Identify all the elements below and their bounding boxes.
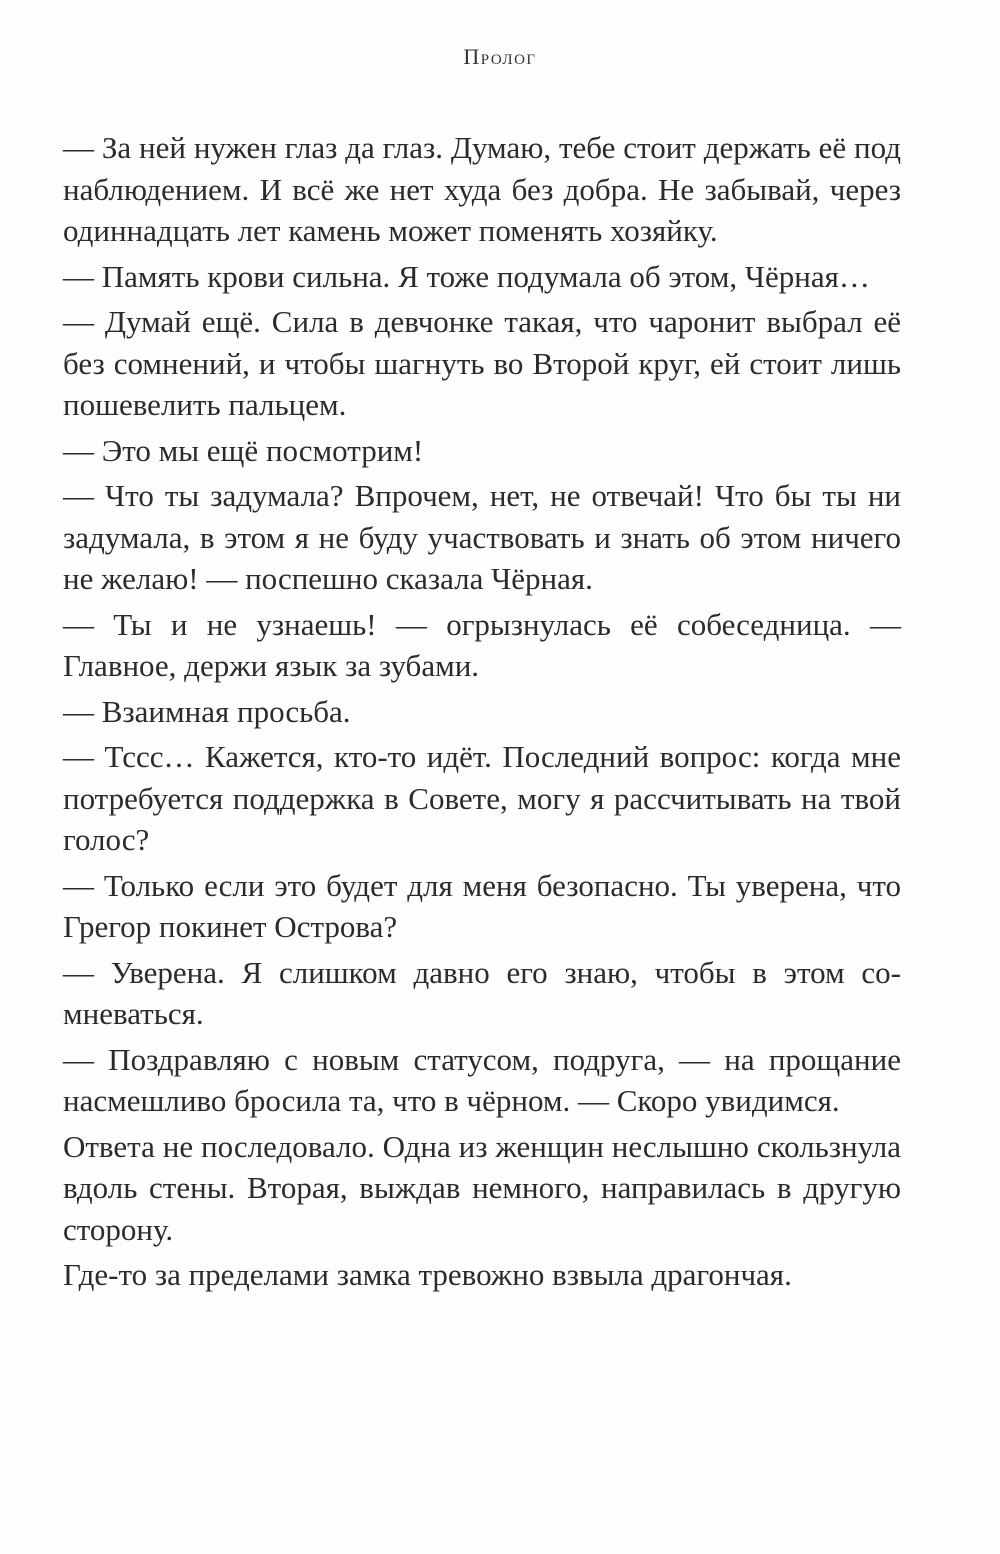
paragraph: — Что ты задумала? Впрочем, нет, не отвечай! Что бы ты ни задумала, в этом я не буду участвовать и знать об этом ничего не желаю! — поспешно сказала Чёрная. xyxy=(63,478,901,596)
paragraph: — Память крови сильна. Я тоже подумала об этом, Чёрная… xyxy=(63,258,870,294)
paragraph: Где-то за пределами замка тревожно взвыла драгончая. xyxy=(63,1257,792,1292)
paragraph: — Ты и не узнаешь! — огрызнулась её собеседница. — Главное, держи язык за зубами. xyxy=(63,606,901,683)
paragraph: — Только если это будет для меня безопасно. Ты уверена, что Грегор покинет Острова? xyxy=(63,867,901,944)
paragraph: — За ней нужен глаз да глаз. Думаю, тебе стоит держать её под наблюдением. И всё же нет худа без добра. Не забывай, через одиннадцать лет камень может поменять хозяйку. xyxy=(63,130,901,248)
paragraph: — Уверена. Я слишком давно его знаю, чтобы в этом сомневаться. xyxy=(63,954,901,1031)
paragraph: — Тссс… Кажется, кто-то идёт. Последний вопрос: когда мне потребуется поддержка в Совете, могу я рассчитывать на твой голос? xyxy=(63,739,901,857)
paragraph: Ответа не последовало. Одна из женщин неслышно скользнула вдоль стены. Вторая, выждав немного, направилась в другую сторону. xyxy=(63,1128,901,1247)
paragraph: — Взаимная просьба. xyxy=(63,693,351,729)
paragraph: — Думай ещё. Сила в девчонке такая, что чаронит выбрал её без сомнений, и чтобы шагнуть во Второй круг, ей стоит лишь пошевелить пальцем. xyxy=(63,304,901,422)
paragraph: — Поздравляю с новым статусом, подруга, — на прощание насмешливо бросила та, что в чёрном. — Скоро увидимся. xyxy=(63,1041,901,1118)
body-text xyxy=(63,127,901,1296)
running-head: Пролог xyxy=(463,44,537,69)
paragraph: — Это мы ещё посмотрим! xyxy=(63,432,424,468)
